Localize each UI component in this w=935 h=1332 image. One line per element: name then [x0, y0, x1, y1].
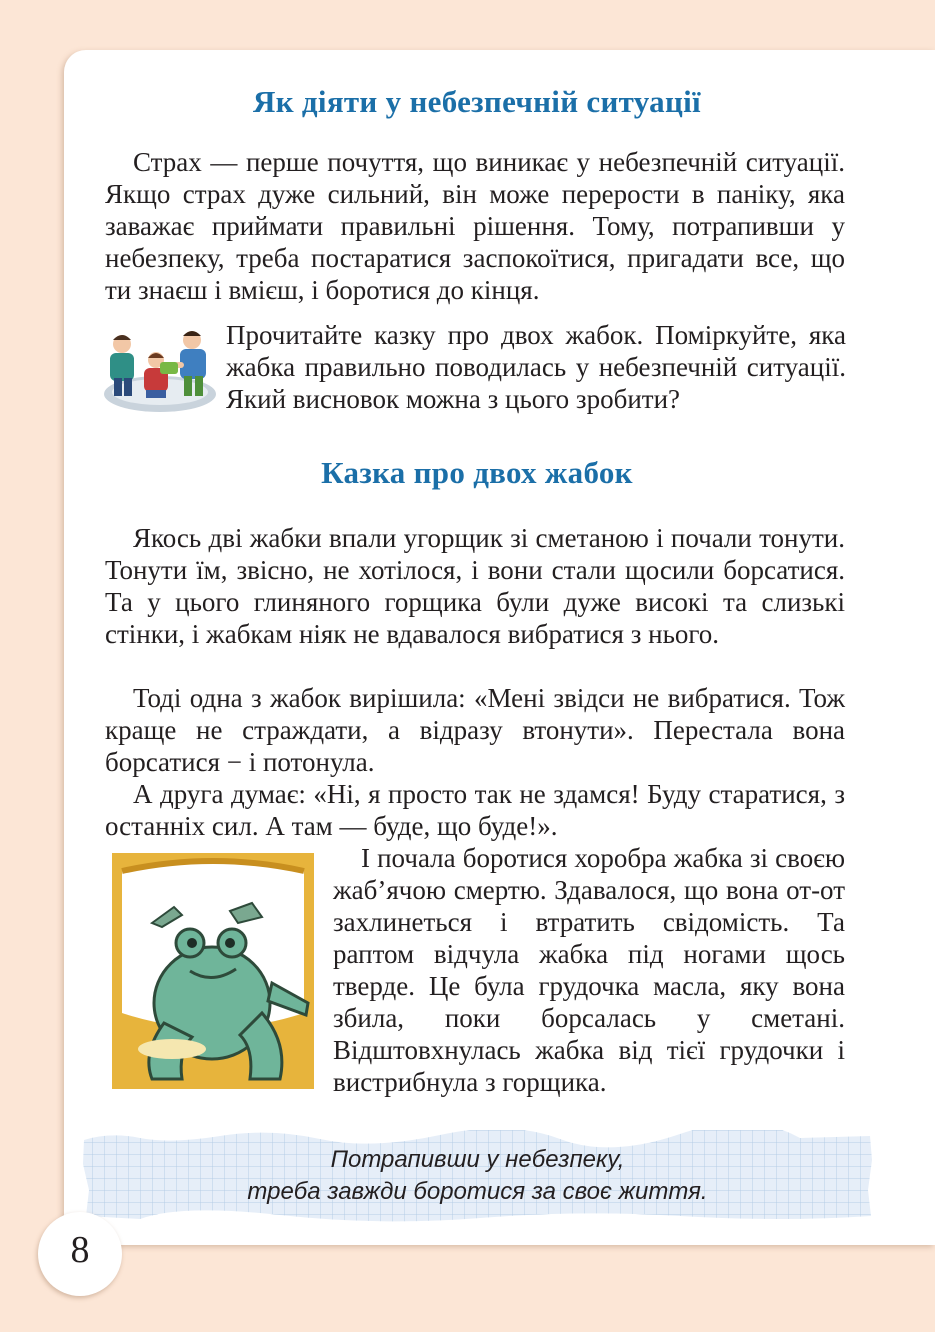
tale-paragraph-3: А друга думає: «Ні, я просто так не здамся! Буду старатися, з останніх сил. А там — буде, що буде!».	[105, 779, 845, 841]
page-number: 8	[70, 1229, 90, 1271]
section-title: Як діяти у небезпечній ситуації	[253, 84, 701, 119]
frog-in-pot-illustration	[112, 853, 314, 1089]
task-paragraph: Прочитайте казку про двох жабок. Поміркуйте, яка жабка правильно поводилась у небезпечній ситуації. Який висновок можна з цього зробити?	[226, 320, 846, 414]
tale-title: Казка про двох жабок	[321, 455, 633, 490]
conclusion-line-1: Потрапивши у небезпеку,	[330, 1146, 625, 1173]
intro-paragraph: Страх — перше почуття, що виникає у небезпечній ситуації. Якщо страх дуже сильний, він може перерости в паніку, яка заважає приймати правильні рішення. Тому, потрапивши у небезпеку, треба постаратися заспокоїтися, пригадати все, що ти знаєш і вмієш, і боротися до кінця.	[105, 147, 845, 305]
children-discussion-illustration	[100, 318, 218, 414]
tale-paragraph-4: І почала боротися хоробра жабка зі своєю жаб’ячою смертю. Здавалося, що вона от-от захлинеться і втратить свідомість. Та раптом відчула жабка під ногами щось тверде. Це була грудочка масла, яку вона збила, поки борсалась у сметані. Відштовхнулась жабка від тієї грудочки і вистрибнула з горщика.	[333, 843, 845, 1097]
tale-paragraph-2: Тоді одна з жабок вирішила: «Мені звідси не вибратися. Тож краще не страждати, а відразу втонути». Перестала вона борсатися − і потонула.	[105, 683, 845, 777]
conclusion-text	[80, 1144, 875, 1208]
conclusion-line-2: треба завжди боротися за своє життя.	[247, 1178, 708, 1205]
tale-paragraph-1: Якось дві жабки впали угорщик зі сметаною і почали тонути. Тонути їм, звісно, не хотілося, і вони стали щосили борсатися. Та у цього глиняного горщика були дуже високі та слизькі стінки, і жабкам ніяк не вдавалося вибратися з нього.	[105, 523, 845, 649]
